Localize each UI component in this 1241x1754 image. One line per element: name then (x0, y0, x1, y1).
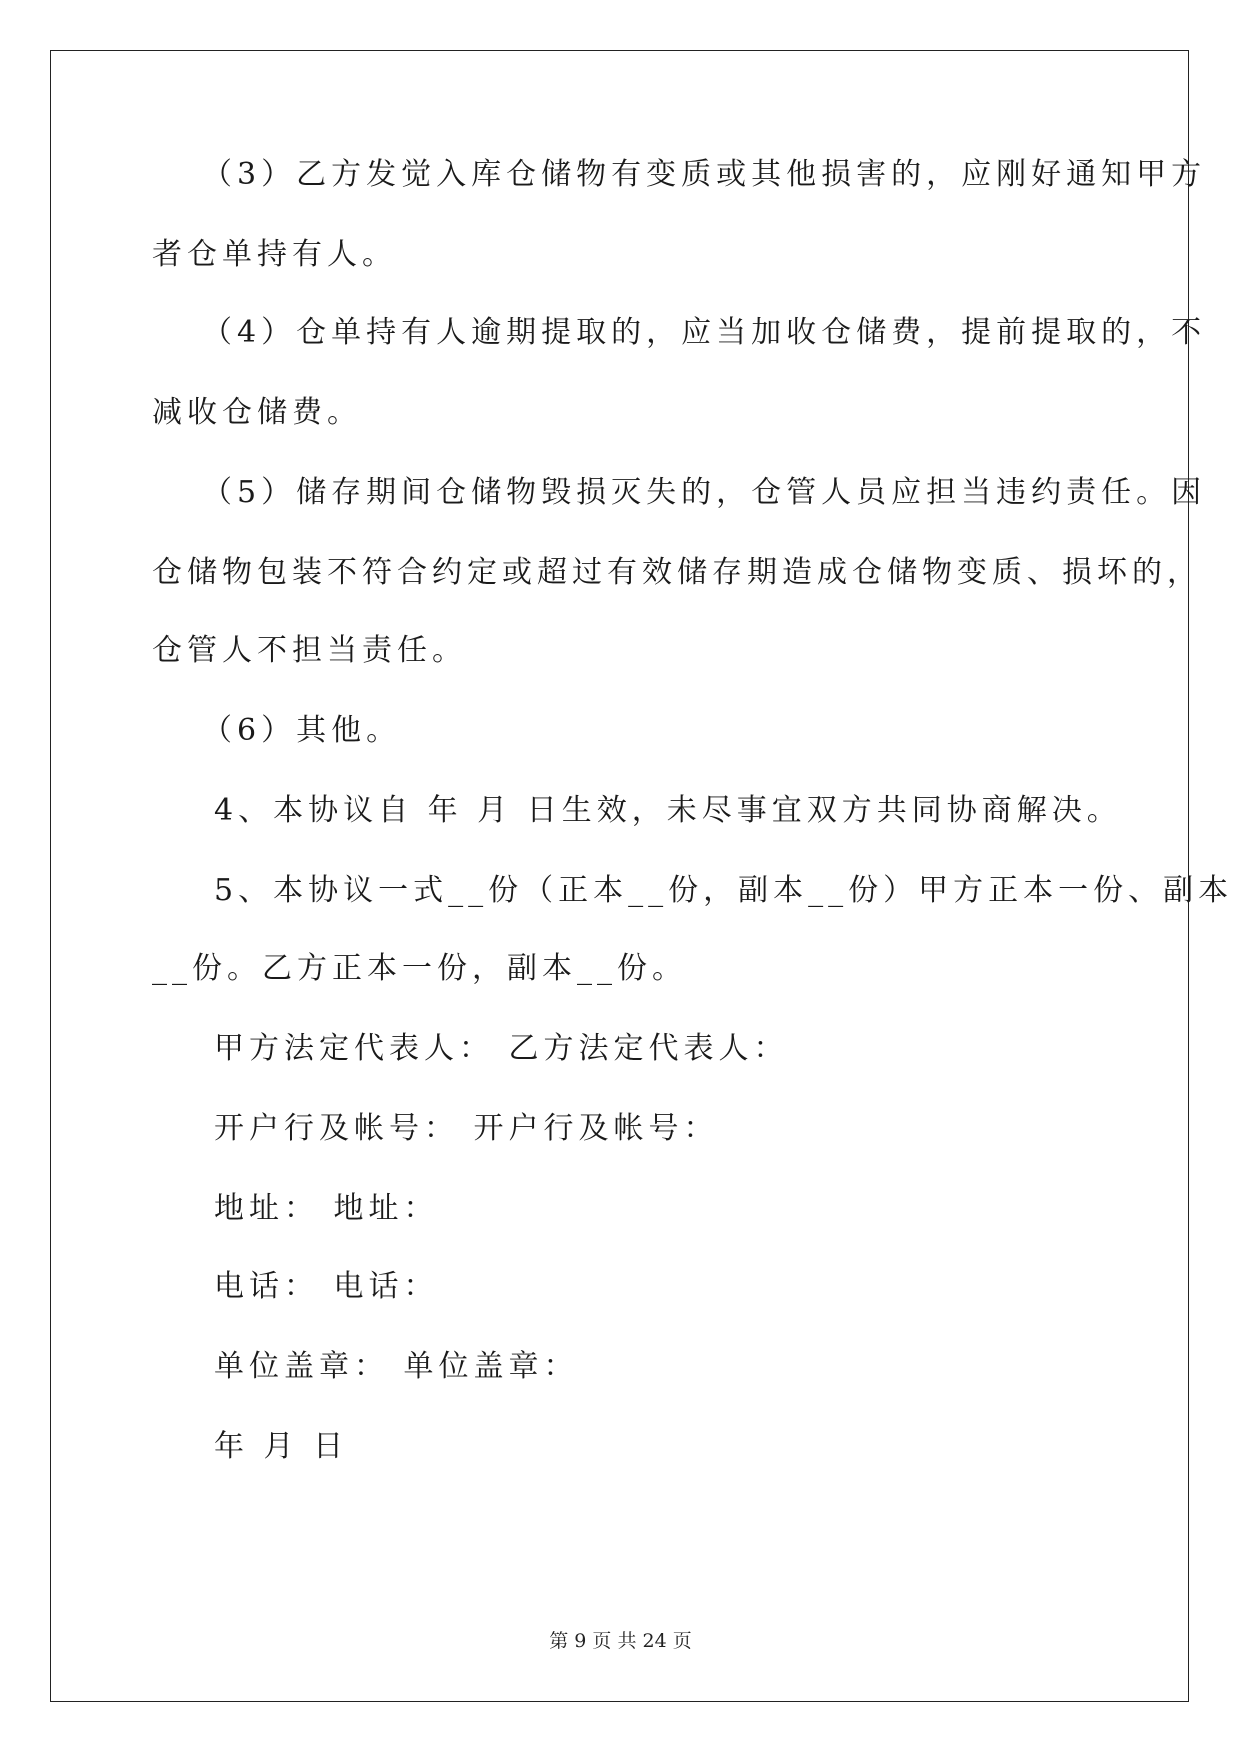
paragraph-line: 者仓单持有人。 (152, 237, 397, 272)
signature-line: 甲方法定代表人： 乙方法定代表人： (214, 1031, 789, 1066)
signature-line: 单位盖章： 单位盖章： (214, 1349, 579, 1384)
paragraph-line: 5、本协议一式__份（正本__份，副本__份）甲方正本一份、副本 (214, 873, 1234, 908)
paragraph-line: 4、本协议自 年 月 日生效，未尽事宜双方共同协商解决。 (214, 793, 1122, 828)
paragraph-line: 仓管人不担当责任。 (152, 633, 467, 668)
signature-line: 开户行及帐号： 开户行及帐号： (214, 1111, 719, 1146)
paragraph-line: （5）储存期间仓储物毁损灭失的，仓管人员应担当违约责任。因 (202, 475, 1207, 510)
date-line: 年 月 日 (214, 1429, 349, 1464)
paragraph-line: （3）乙方发觉入库仓储物有变质或其他损害的，应刚好通知甲方 (202, 157, 1207, 192)
signature-line: 电话： 电话： (214, 1269, 439, 1304)
paragraph-line: （4）仓单持有人逾期提取的，应当加收仓储费，提前提取的，不 (202, 315, 1207, 350)
page-number: 第 9 页 共 24 页 (549, 1630, 692, 1652)
paragraph-line: __份。乙方正本一份，副本__份。 (152, 951, 687, 986)
paragraph-line: 减收仓储费。 (152, 395, 362, 430)
paragraph-line: 仓储物包装不符合约定或超过有效储存期造成仓储物变质、损坏的， (152, 555, 1202, 590)
paragraph-line: （6）其他。 (202, 713, 402, 748)
signature-line: 地址： 地址： (214, 1191, 439, 1226)
